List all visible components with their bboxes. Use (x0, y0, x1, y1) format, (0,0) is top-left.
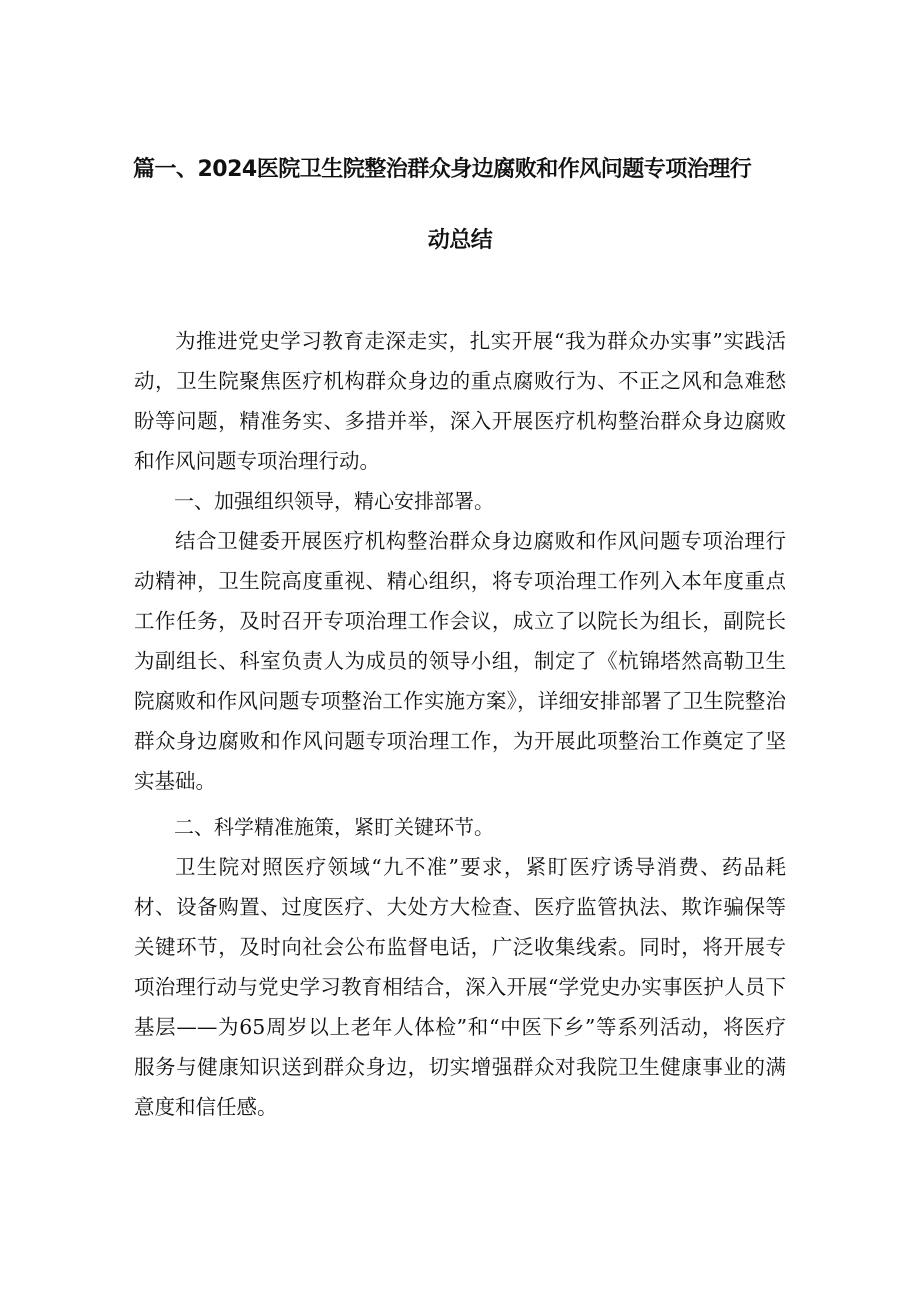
section-2-heading: 二、科学精准施策，紧盯关键环节。 (174, 815, 494, 839)
document-body (134, 321, 786, 1127)
document-title-line-1: 篇一、2024医院卫生院整治群众身边腐败和作风问题专项治理行 (133, 157, 752, 182)
document-title-line-2: 动总结 (427, 228, 493, 253)
intro-paragraph: 为推进党史学习教育走深走实，扎实开展“我为群众办实事”实践活动，卫生院聚焦医疗机构群众身边的重点腐败行为、不正之风和急难愁盼等问题，精准务实、多措并举，深入开展医疗机构整治群众身边腐败和作风问题专项治理行动。 (134, 329, 786, 473)
section-1-heading: 一、加强组织领导，精心安排部署。 (174, 489, 494, 513)
section-2-paragraph: 卫生院对照医疗领域“九不准”要求，紧盯医疗诱导消费、药品耗材、设备购置、过度医疗、大处方大检查、医疗监管执法、欺诈骗保等关键环节，及时向社会公布监督电话，广泛收集线索。同时，将开展专项治理行动与党史学习教育相结合，深入开展“学党史办实事医护人员下基层——为65周岁以上老年人体检”和“中医下乡”等系列活动，将医疗服务与健康知识送到群众身边，切实增强群众对我院卫生健康事业的满意度和信任感。 (134, 855, 786, 1119)
section-1-paragraph: 结合卫健委开展医疗机构整治群众身边腐败和作风问题专项治理行动精神，卫生院高度重视、精心组织，将专项治理工作列入本年度重点工作任务，及时召开专项治理工作会议，成立了以院长为组长，副院长为副组长、科室负责人为成员的领导小组，制定了《杭锦塔然高勒卫生院腐败和作风问题专项整治工作实施方案》，详细安排部署了卫生院整治群众身边腐败和作风问题专项治理工作，为开展此项整治工作奠定了坚实基础。 (134, 529, 786, 793)
